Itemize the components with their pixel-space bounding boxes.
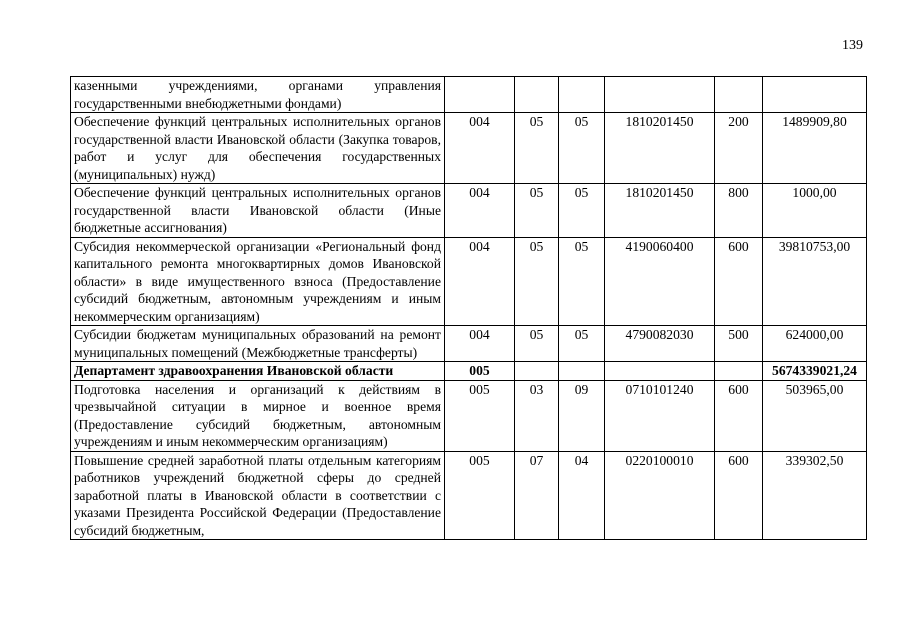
- row-target-article: 4190060400: [605, 237, 715, 326]
- row-expense-type: 600: [715, 237, 763, 326]
- table-row: [71, 380, 867, 451]
- table-row: [71, 77, 867, 113]
- row-gov-code: 004: [445, 326, 515, 362]
- table-row: [71, 326, 867, 362]
- row-subsection: 04: [559, 451, 605, 540]
- row-expense-type: 200: [715, 113, 763, 184]
- row-gov-code: 005: [445, 451, 515, 540]
- row-subsection: 05: [559, 113, 605, 184]
- row-amount: [763, 77, 867, 113]
- row-section: 05: [515, 113, 559, 184]
- table-row: [71, 113, 867, 184]
- table-row: [71, 237, 867, 326]
- table-row: [71, 451, 867, 540]
- row-gov-code: 005: [445, 362, 515, 381]
- row-gov-code: [445, 77, 515, 113]
- row-amount: 339302,50: [763, 451, 867, 540]
- row-section: 07: [515, 451, 559, 540]
- row-section: [515, 77, 559, 113]
- row-description: Обеспечение функций центральных исполнительных органов государственной власти Ивановской области (Иные бюджетные ассигнования): [71, 184, 445, 238]
- row-expense-type: 600: [715, 380, 763, 451]
- row-expense-type: 800: [715, 184, 763, 238]
- table-row-department: [71, 362, 867, 381]
- row-target-article: 0710101240: [605, 380, 715, 451]
- row-expense-type: [715, 362, 763, 381]
- row-amount: 1489909,80: [763, 113, 867, 184]
- row-section: 05: [515, 326, 559, 362]
- row-description: Повышение средней заработной платы отдельным категориям работников учреждений бюджетной сферы до средней заработной платы в Ивановской области в соответствии с указами Президента Российской Федерации (Предоставление субсидий бюджетным,: [71, 451, 445, 540]
- row-gov-code: 004: [445, 184, 515, 238]
- row-subsection: 05: [559, 184, 605, 238]
- row-amount: 39810753,00: [763, 237, 867, 326]
- budget-table: [70, 76, 867, 540]
- row-target-article: [605, 77, 715, 113]
- row-target-article: 1810201450: [605, 184, 715, 238]
- row-subsection: 05: [559, 237, 605, 326]
- row-gov-code: 004: [445, 113, 515, 184]
- row-amount: 5674339021,24: [763, 362, 867, 381]
- row-description: Субсидии бюджетам муниципальных образований на ремонт муниципальных помещений (Межбюджетные трансферты): [71, 326, 445, 362]
- row-expense-type: 600: [715, 451, 763, 540]
- row-target-article: [605, 362, 715, 381]
- row-description: Обеспечение функций центральных исполнительных органов государственной власти Ивановской области (Закупка товаров, работ и услуг для обеспечения государственных (муниципальных) нужд): [71, 113, 445, 184]
- row-expense-type: 500: [715, 326, 763, 362]
- row-section: 05: [515, 184, 559, 238]
- row-section: 03: [515, 380, 559, 451]
- row-target-article: 0220100010: [605, 451, 715, 540]
- row-amount: 624000,00: [763, 326, 867, 362]
- row-expense-type: [715, 77, 763, 113]
- row-subsection: [559, 77, 605, 113]
- row-amount: 1000,00: [763, 184, 867, 238]
- row-subsection: 05: [559, 326, 605, 362]
- page-number: 139: [842, 38, 863, 53]
- row-target-article: 4790082030: [605, 326, 715, 362]
- table-row: [71, 184, 867, 238]
- row-target-article: 1810201450: [605, 113, 715, 184]
- row-subsection: [559, 362, 605, 381]
- row-amount: 503965,00: [763, 380, 867, 451]
- row-description: Субсидия некоммерческой организации «Региональный фонд капитального ремонта многоквартирных домов Ивановской области» в виде имущественного взноса (Предоставление субсидий бюджетным, автономным учреждениям и иным некоммерческим организациям): [71, 237, 445, 326]
- row-gov-code: 005: [445, 380, 515, 451]
- row-description: Подготовка населения и организаций к действиям в чрезвычайной ситуации в мирное и военное время (Предоставление субсидий бюджетным, автономным учреждениям и иным некоммерческим организациям): [71, 380, 445, 451]
- row-subsection: 09: [559, 380, 605, 451]
- row-section: [515, 362, 559, 381]
- row-gov-code: 004: [445, 237, 515, 326]
- row-description: казенными учреждениями, органами управления государственными внебюджетными фондами): [71, 77, 445, 113]
- row-description: Департамент здравоохранения Ивановской области: [71, 362, 445, 381]
- row-section: 05: [515, 237, 559, 326]
